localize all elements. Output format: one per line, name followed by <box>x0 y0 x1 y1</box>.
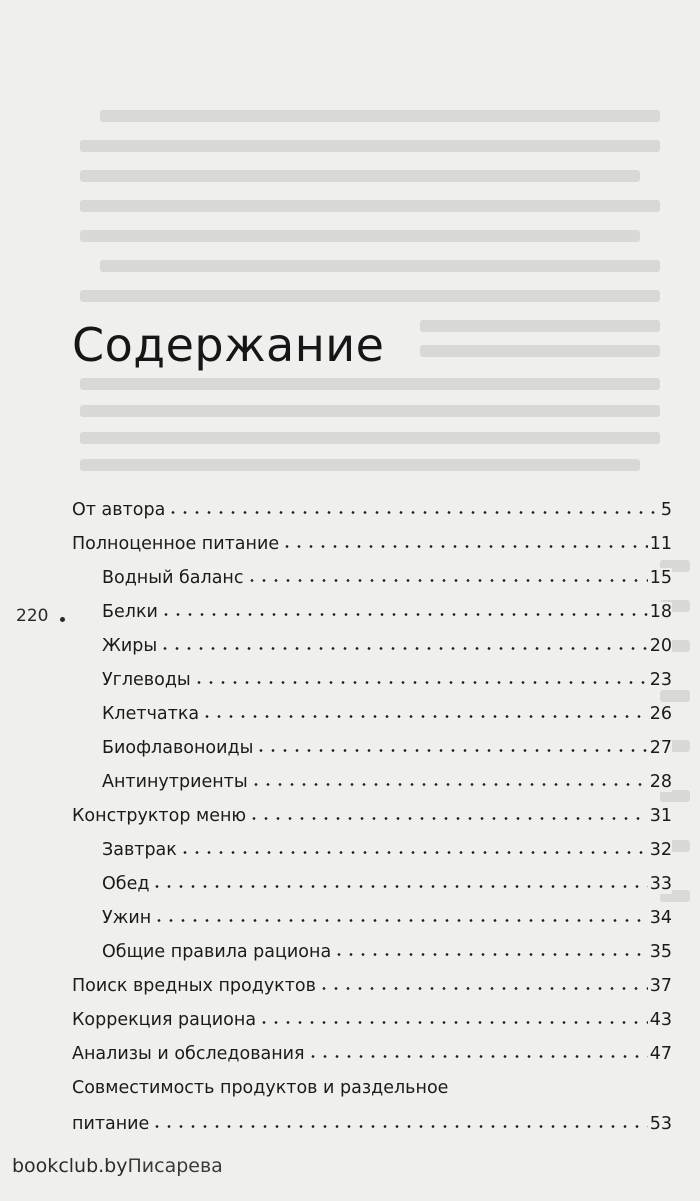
toc-entry-full-nutrition[interactable] <box>72 520 672 554</box>
toc-entry-page: 23 <box>649 670 672 690</box>
toc-entry-page: 27 <box>649 738 672 758</box>
toc-entry-label: Антинутриенты <box>102 772 248 792</box>
toc-entry-label: Завтрак <box>102 840 177 860</box>
leader-dots <box>246 579 648 582</box>
toc-entry-fiber[interactable] <box>102 690 672 724</box>
leader-dots <box>193 681 648 684</box>
toc-entry-fats[interactable] <box>102 622 672 656</box>
toc-entry-page: 18 <box>649 602 672 622</box>
toc-entry-menu-builder[interactable] <box>72 792 672 826</box>
toc-entry-label: питание <box>72 1114 150 1134</box>
toc-entry-dinner[interactable] <box>102 894 672 928</box>
page-number: 220 <box>16 606 49 626</box>
watermark-brand: bookclub.by <box>12 1155 128 1177</box>
footer-author: Писарева <box>127 1155 223 1177</box>
leader-dots <box>151 885 647 888</box>
toc-entry-label: Конструктор меню <box>72 806 247 826</box>
leader-dots <box>167 511 659 514</box>
toc-entry-page: 20 <box>649 636 672 656</box>
leader-dots <box>255 749 647 752</box>
toc-entry-page: 53 <box>649 1114 672 1134</box>
toc-entry-from-author[interactable] <box>72 486 672 520</box>
toc-entry-breakfast[interactable] <box>102 826 672 860</box>
toc-entry-page: 5 <box>660 500 672 520</box>
toc-entry-diet-rules[interactable] <box>102 928 672 962</box>
toc-entry-antinutrients[interactable] <box>102 758 672 792</box>
toc-entry-page: 15 <box>649 568 672 588</box>
toc-entry-water-balance[interactable] <box>102 554 672 588</box>
toc-entry-page: 34 <box>649 908 672 928</box>
toc-entry-page: 43 <box>649 1010 672 1030</box>
toc-entry-harmful-products[interactable] <box>72 962 672 996</box>
toc-entry-bioflavonoids[interactable] <box>102 724 672 758</box>
toc-entry-tests[interactable] <box>72 1030 672 1064</box>
leader-dots <box>153 919 647 922</box>
leader-dots <box>160 613 648 616</box>
toc-entry-label: От автора <box>72 500 166 520</box>
toc-entry-page: 26 <box>649 704 672 724</box>
toc-entry-label: Анализы и обследования <box>72 1044 305 1064</box>
toc-entry-page: 47 <box>649 1044 672 1064</box>
toc-entry-page: 32 <box>649 840 672 860</box>
toc-entry-page: 11 <box>649 534 672 554</box>
toc-entry-label: Ужин <box>102 908 152 928</box>
leader-dots <box>159 647 648 650</box>
toc-entry-lunch[interactable] <box>102 860 672 894</box>
toc-entry-page: 35 <box>649 942 672 962</box>
toc-entry-proteins[interactable] <box>102 588 672 622</box>
toc-entry-label: Клетчатка <box>102 704 200 724</box>
leader-dots <box>258 1021 648 1024</box>
toc-entry-label: Биофлавоноиды <box>102 738 254 758</box>
toc-entry-page: 33 <box>649 874 672 894</box>
toc-entry-carbohydrates[interactable] <box>102 656 672 690</box>
leader-dots <box>307 1055 648 1058</box>
toc-entry-diet-correction[interactable] <box>72 996 672 1030</box>
page-title: Содержание <box>72 318 385 372</box>
toc-entry-label: Обед <box>102 874 150 894</box>
leader-dots <box>250 783 648 786</box>
footer <box>12 1155 223 1177</box>
toc-entry-label: Коррекция рациона <box>72 1010 257 1030</box>
toc-entry-label: Углеводы <box>102 670 191 690</box>
toc-entry-page: 37 <box>649 976 672 996</box>
leader-dots <box>201 715 648 718</box>
toc-entry-label: Белки <box>102 602 158 622</box>
toc-entry-label: Жиры <box>102 636 158 656</box>
leader-dots <box>248 817 648 820</box>
toc-entry-compatibility-line1[interactable] <box>72 1064 672 1098</box>
toc-entry-page: 31 <box>649 806 672 826</box>
leader-dots <box>179 851 648 854</box>
toc-entry-label: Полноценное питание <box>72 534 280 554</box>
toc-entry-label: Поиск вредных продуктов <box>72 976 316 996</box>
leader-dots <box>151 1125 647 1128</box>
toc-entry-page: 28 <box>649 772 672 792</box>
page-number-dot <box>60 617 65 622</box>
toc-entry-label: Водный баланс <box>102 568 244 588</box>
leader-dots <box>333 953 648 956</box>
toc-entry-label: Совместимость продуктов и раздельное <box>72 1078 449 1098</box>
leader-dots <box>318 987 648 990</box>
toc-entry-label: Общие правила рациона <box>102 942 332 962</box>
toc-entry-compatibility[interactable] <box>72 1100 672 1134</box>
leader-dots <box>281 545 648 548</box>
